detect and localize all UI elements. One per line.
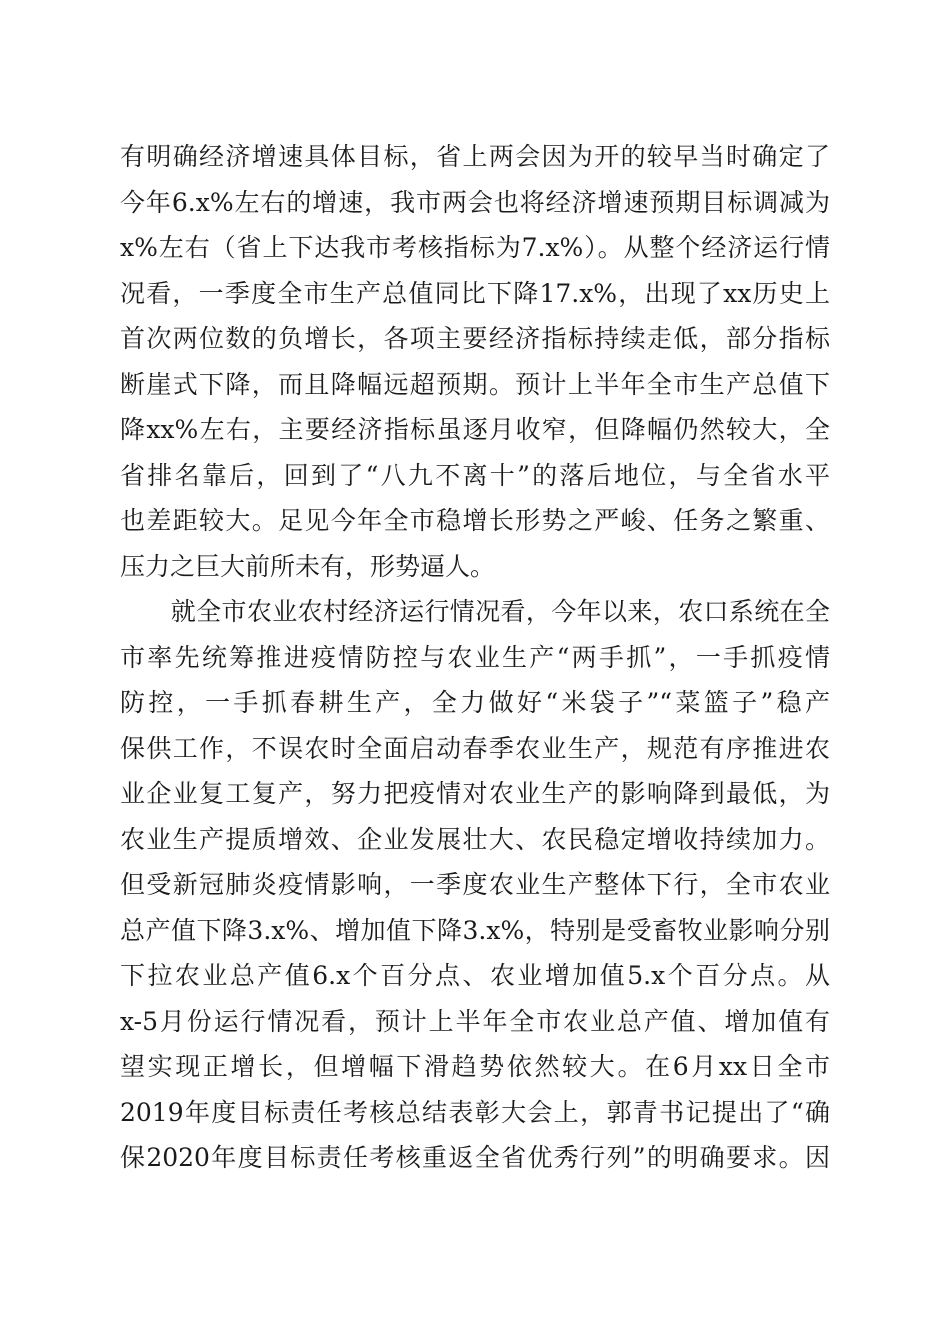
text-line: 降xx%左右，主要经济指标虽逐月收窄，但降幅仍然较大，全 [120, 415, 830, 444]
paragraph-2 [120, 589, 830, 1181]
text-line: 有明确经济增速具体目标，省上两会因为开的较早当时确定了 [120, 142, 830, 171]
text-line: 下拉农业总产值6.x个百分点、农业增加值5.x个百分点。从 [120, 961, 830, 990]
text-line: 况看，一季度全市生产总值同比下降17.x%，出现了xx历史上 [120, 278, 830, 308]
text-line: 保供工作，不误农时全面启动春季农业生产，规范有序推进农 [120, 733, 830, 763]
text-line: x-5月份运行情况看，预计上半年全市农业总产值、增加值有 [120, 1006, 830, 1036]
text-line: 总产值下降3.x%、增加值下降3.x%，特别是受畜牧业影响分别 [120, 915, 830, 945]
text-line: 保2020年度目标责任考核重返全省优秀行列”的明确要求。因 [120, 1143, 830, 1172]
text-line: 市率先统筹推进疫情防控与农业生产“两手抓”，一手抓疫情 [120, 642, 830, 672]
text-line: 但受新冠肺炎疫情影响，一季度农业生产整体下行，全市农业 [120, 870, 830, 899]
document-body [120, 134, 830, 1181]
text-line: 首次两位数的负增长，各项主要经济指标持续走低，部分指标 [120, 324, 830, 353]
text-line: 农业生产提质增效、企业发展壮大、农民稳定增收持续加力。 [120, 824, 830, 854]
text-line: 压力之巨大前所未有，形势逼人。 [120, 551, 496, 581]
text-line: 业企业复工复产，努力把疫情对农业生产的影响降到最低，为 [120, 779, 830, 808]
text-line: 今年6.x%左右的增速，我市两会也将经济增速预期目标调减为 [120, 187, 830, 217]
text-line: 就全市农业农村经济运行情况看，今年以来，农口系统在全 [120, 597, 830, 626]
text-line: 防控，一手抓春耕生产，全力做好“米袋子”“菜篮子”稳产 [120, 688, 830, 717]
text-line: 2019年度目标责任考核总结表彰大会上，郭青书记提出了“确 [120, 1097, 830, 1127]
text-line: x%左右（省上下达我市考核指标为7.x%）。从整个经济运行情 [120, 233, 830, 262]
text-line: 断崖式下降，而且降幅远超预期。预计上半年全市生产总值下 [120, 369, 830, 399]
paragraph-1 [120, 134, 830, 589]
text-line: 省排名靠后，回到了“八九不离十”的落后地位，与全省水平 [120, 460, 830, 490]
text-line: 望实现正增长，但增幅下滑趋势依然较大。在6月xx日全市 [120, 1052, 830, 1081]
text-line: 也差距较大。足见今年全市稳增长形势之严峻、任务之繁重、 [120, 506, 830, 535]
